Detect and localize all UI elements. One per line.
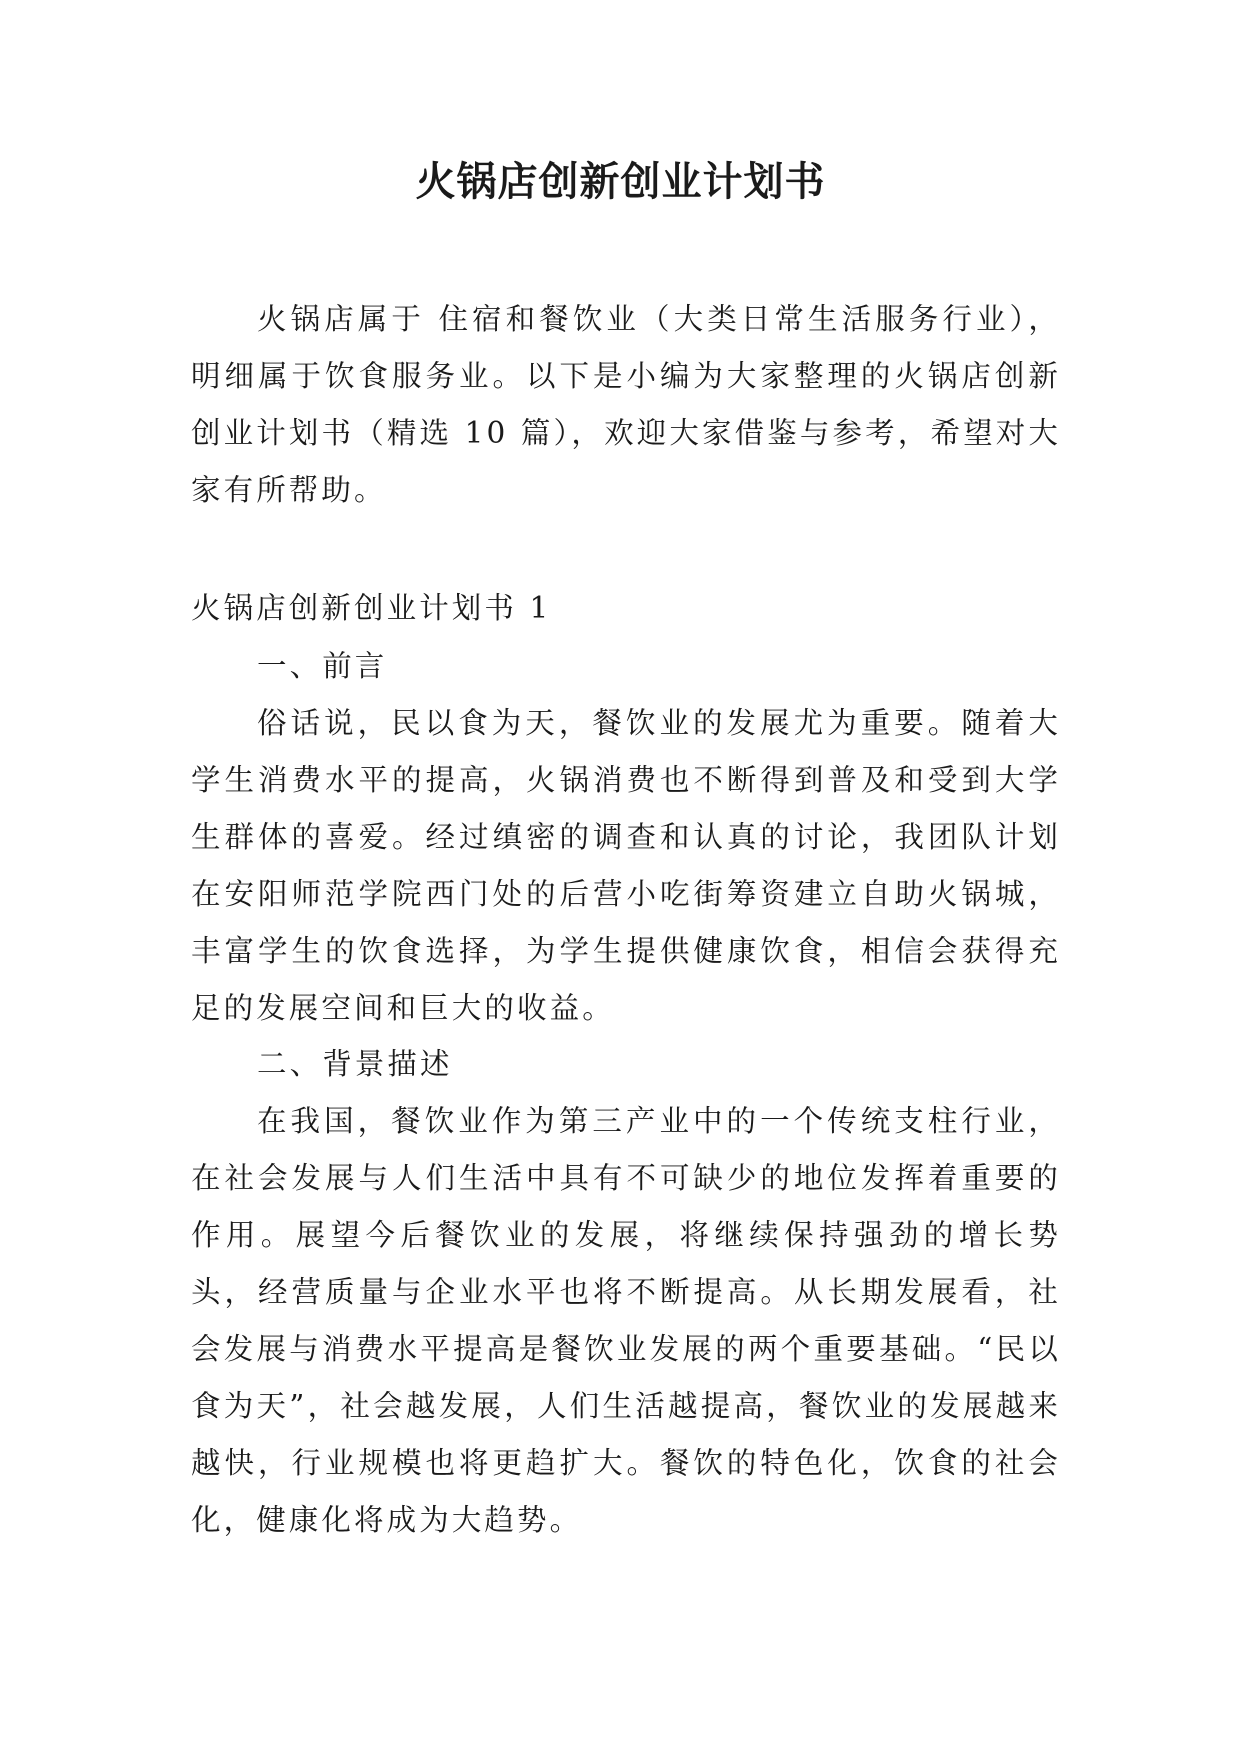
section-heading: 火锅店创新创业计划书 1: [191, 591, 552, 625]
background-paragraph: 在我国，餐饮业作为第三产业中的一个传统支柱行业，在社会发展与人们生活中具有不可缺少的地位发挥着重要的作用。展望今后餐饮业的发展，将继续保持强劲的增长势头，经营质量与企业水平也将不断提高。从长期发展看，社会发展与消费水平提高是餐饮业发展的两个重要基础。“民以食为天”，社会越发展，人们生活越提高，餐饮业的发展越来越快，行业规模也将更趋扩大。餐饮的特色化，饮食的社会化，健康化将成为大趋势。: [191, 1104, 1061, 1537]
preface-paragraph: 俗话说，民以食为天，餐饮业的发展尤为重要。随着大学生消费水平的提高，火锅消费也不断得到普及和受到大学生群体的喜爱。经过缜密的调查和认真的讨论，我团队计划在安阳师范学院西门处的后营小吃街筹资建立自助火锅城，丰富学生的饮食选择，为学生提供健康饮食，相信会获得充足的发展空间和巨大的收益。: [191, 706, 1061, 1025]
subsection-heading-preface: 一、前言: [257, 649, 388, 683]
subsection-heading-background: 二、背景描述: [257, 1047, 453, 1081]
document-title: 火锅店创新创业计划书: [415, 158, 826, 205]
intro-paragraph: 火锅店属于 住宿和餐饮业（大类日常生活服务行业），明细属于饮食服务业。以下是小编为大家整理的火锅店创新创业计划书（精选 10 篇），欢迎大家借鉴与参考，希望对大家有所帮助。: [191, 302, 1061, 507]
